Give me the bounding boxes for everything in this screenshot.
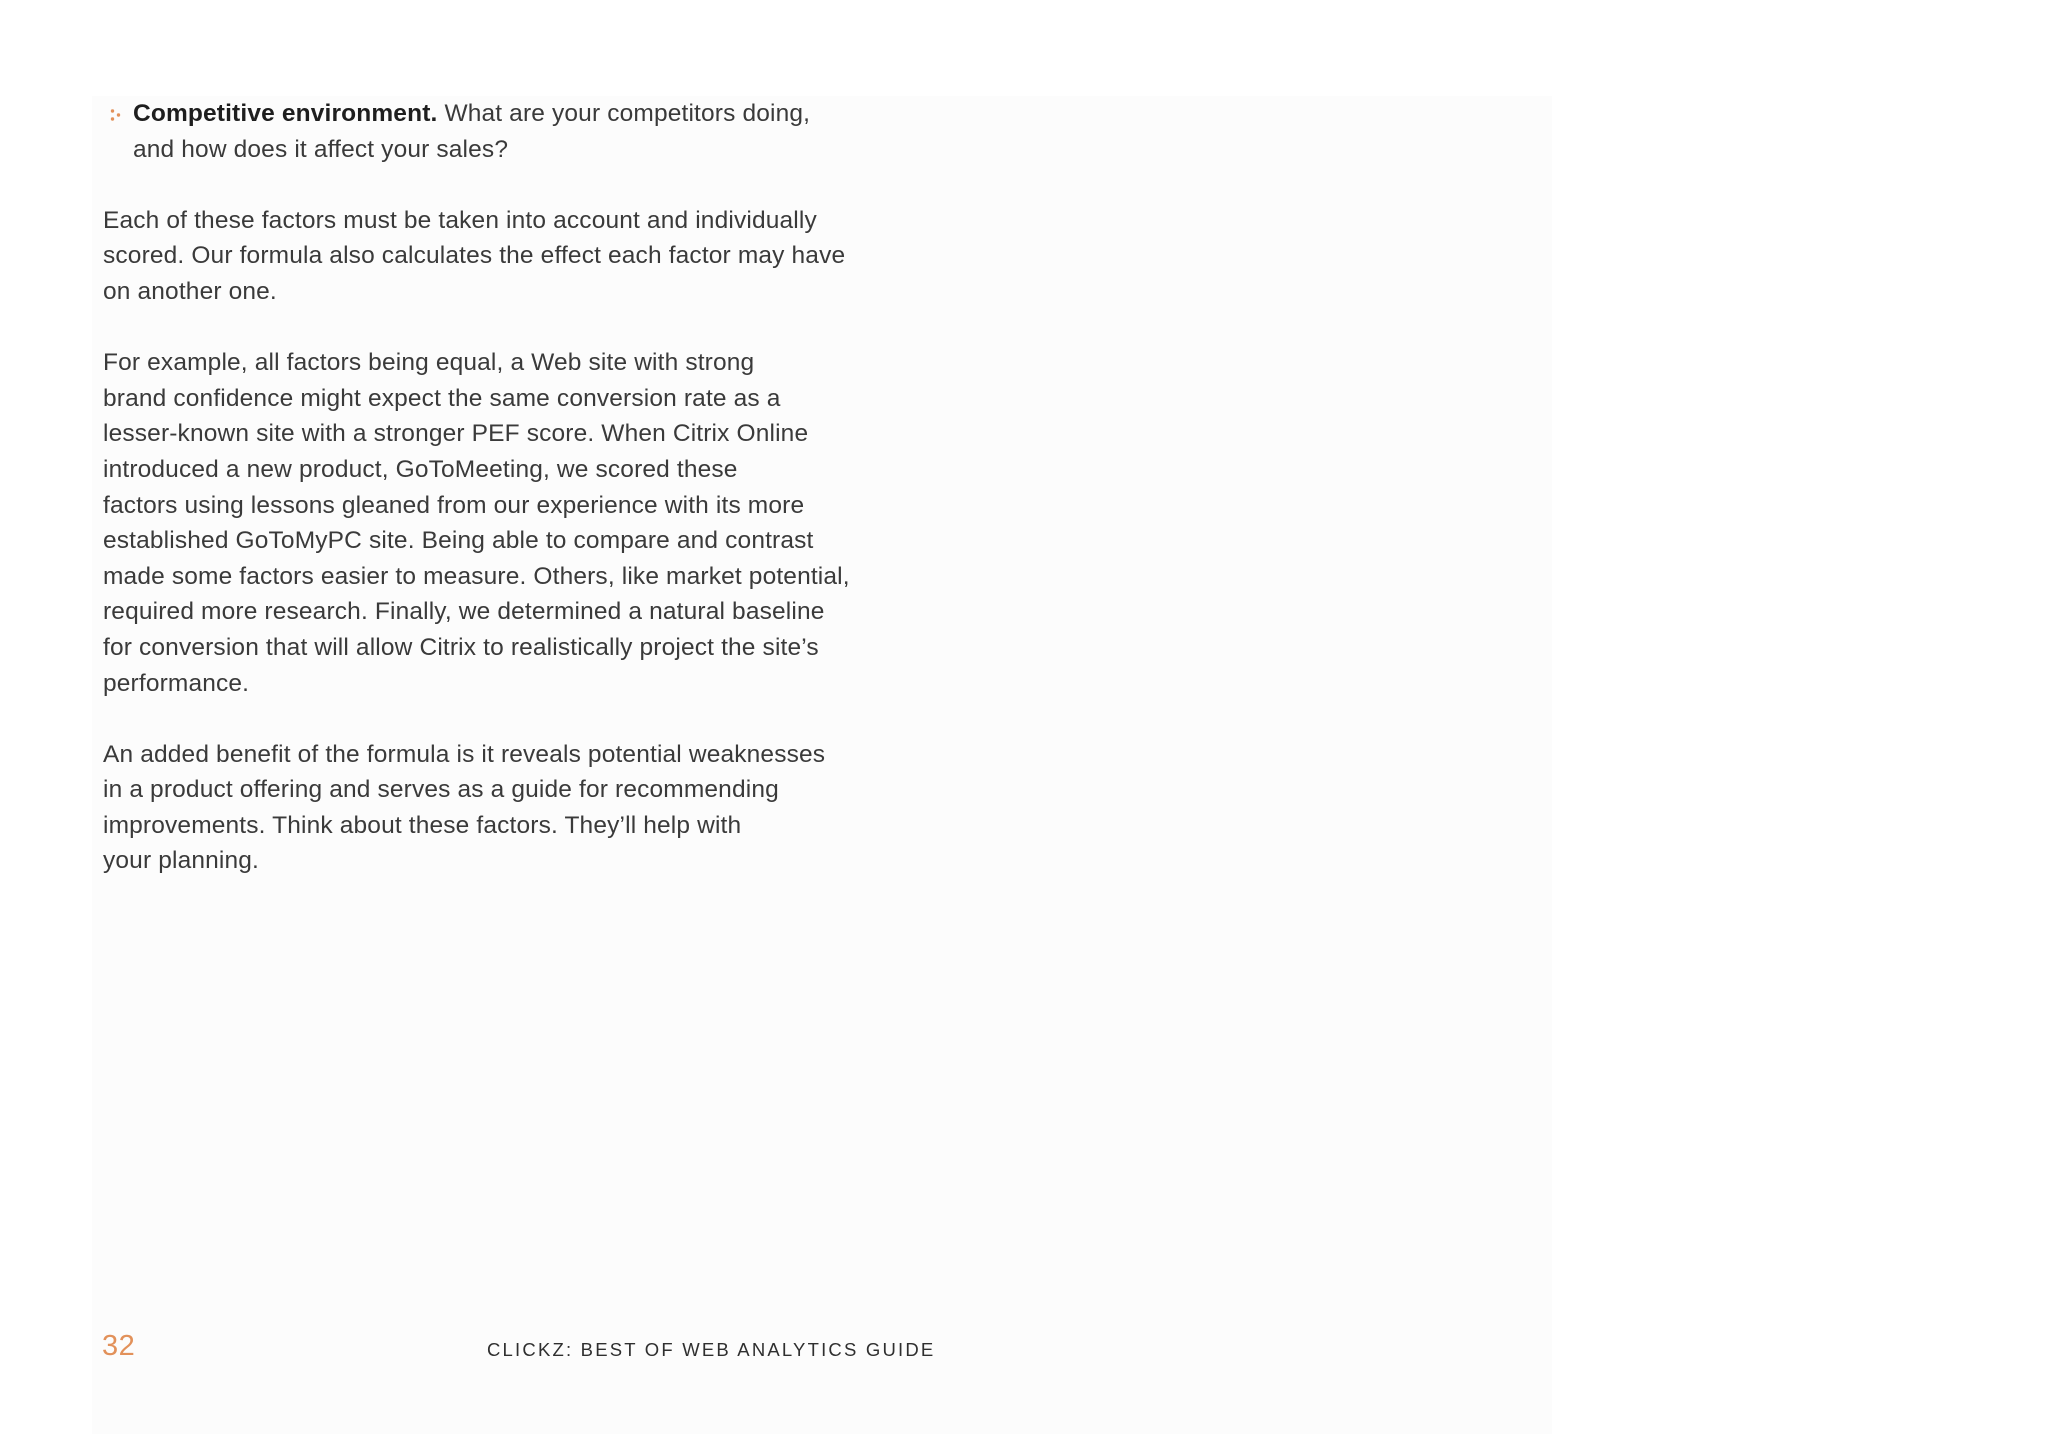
paragraph-line: introduced a new product, GoToMeeting, we scored these <box>103 455 738 483</box>
page-number: 32 <box>102 1330 136 1362</box>
bullet-line-2: and how does it affect your sales? <box>133 135 509 163</box>
bullet-lead: Competitive environment. <box>133 100 438 127</box>
paragraph-line: Each of these factors must be taken into account and individually <box>103 206 817 234</box>
bullet-text: What are your competitors doing, <box>444 100 811 127</box>
paragraph-line: made some factors easier to measure. Others, like market potential, <box>103 562 850 590</box>
paragraph-line: your planning. <box>103 847 260 875</box>
paragraph-line: established GoToMyPC site. Being able to compare and contrast <box>103 527 814 555</box>
paragraph-line: improvements. Think about these factors. They’ll help with <box>103 811 742 839</box>
bullet-item-competitive-environment <box>103 96 923 167</box>
paragraph-line: performance. <box>103 669 250 697</box>
body-column <box>103 96 923 915</box>
paragraph-line: lesser-known site with a stronger PEF score. When Citrix Online <box>103 420 809 448</box>
paragraph-line: for conversion that will allow Citrix to realistically project the site’s <box>103 633 819 661</box>
paragraph-line: scored. Our formula also calculates the effect each factor may have <box>103 242 846 270</box>
paragraph-line: required more research. Finally, we determined a natural baseline <box>103 598 825 626</box>
paragraph-factors <box>103 203 923 310</box>
paragraph-line: brand confidence might expect the same conversion rate as a <box>103 384 781 412</box>
bullet-line-1 <box>133 96 923 132</box>
dotted-triangle-bullet-icon <box>110 109 122 121</box>
running-footer-title: CLICKZ: BEST OF WEB ANALYTICS GUIDE <box>487 1339 936 1360</box>
paragraph-added-benefit <box>103 737 923 879</box>
paragraph-line: in a product offering and serves as a guide for recommending <box>103 776 779 804</box>
paragraph-line: An added benefit of the formula is it reveals potential weaknesses <box>103 740 826 768</box>
paragraph-line: factors using lessons gleaned from our experience with its more <box>103 491 805 519</box>
paragraph-line: For example, all factors being equal, a Web site with strong <box>103 349 755 377</box>
paragraph-line: on another one. <box>103 277 277 305</box>
paragraph-example <box>103 345 923 701</box>
